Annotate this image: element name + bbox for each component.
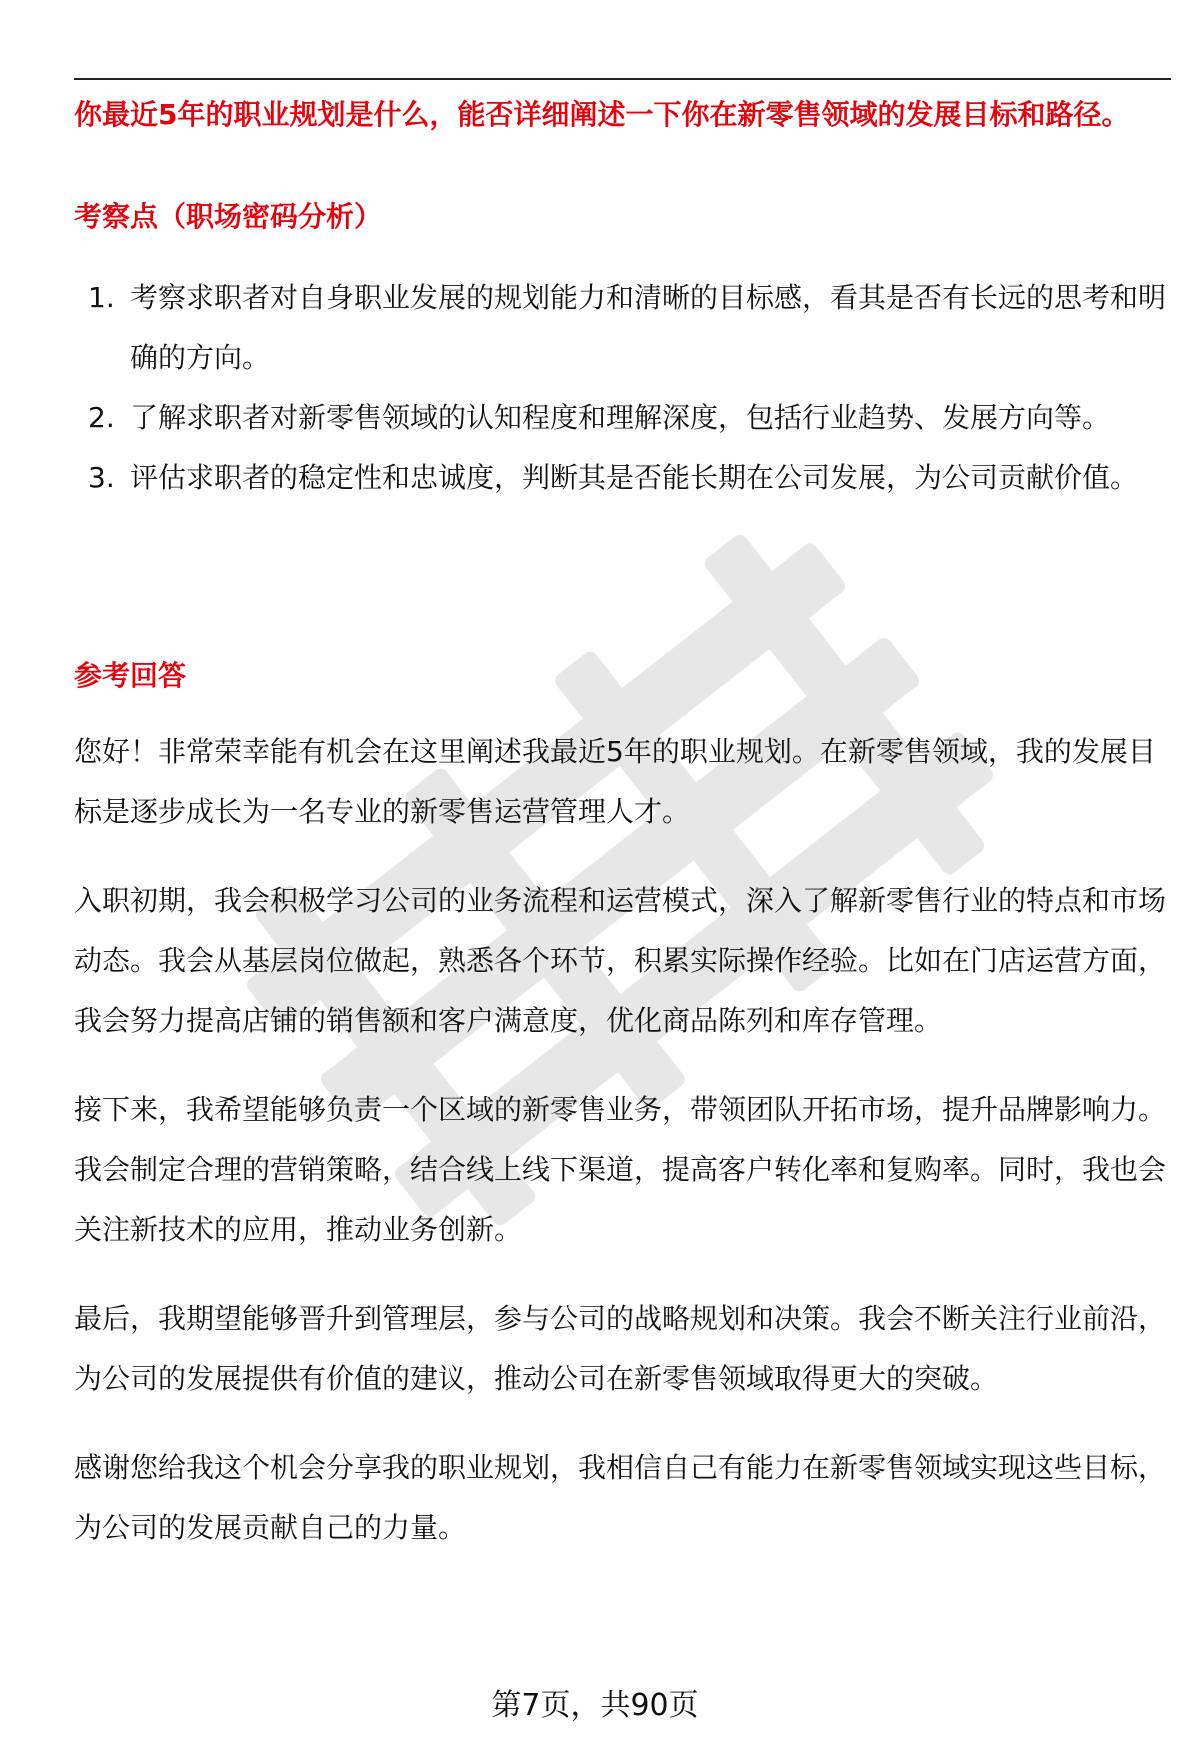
top-divider (74, 78, 1171, 80)
list-item-text: 考察求职者对自身职业发展的规划能力和清晰的目标感，看其是否有长远的思考和明确的方向。 (130, 281, 1167, 374)
answer-paragraph: 感谢您给我这个机会分享我的职业规划，我相信自己有能力在新零售领域实现这些目标，为公司的发展贡献自己的力量。 (74, 1451, 1167, 1544)
list-item-number: 1. (88, 281, 115, 314)
answer-paragraph: 接下来，我希望能够负责一个区域的新零售业务，带领团队开拓市场，提升品牌影响力。我会制定合理的营销策略，结合线上线下渠道，提高客户转化率和复购率。同时，我也会关注新技术的应用，推动业务创新。 (74, 1093, 1167, 1246)
answer-paragraph: 最后，我期望能够晋升到管理层，参与公司的战略规划和决策。我会不断关注行业前沿，为公司的发展提供有价值的建议，推动公司在新零售领域取得更大的突破。 (74, 1302, 1167, 1395)
list-item (74, 448, 1171, 508)
question-heading: 你最近5年的职业规划是什么，能否详细阐述一下你在新零售领域的发展目标和路径。 (74, 98, 1130, 131)
list-item-text: 了解求职者对新零售领域的认知程度和理解深度，包括行业趋势、发展方向等。 (130, 401, 1111, 434)
points-list (74, 268, 1171, 508)
answer-section-title: 参考回答 (74, 659, 187, 692)
answer-paragraph: 入职初期，我会积极学习公司的业务流程和运营模式，深入了解新零售行业的特点和市场动态。我会从基层岗位做起，熟悉各个环节，积累实际操作经验。比如在门店运营方面，我会努力提高店铺的销售额和客户满意度，优化商品陈列和库存管理。 (74, 884, 1167, 1037)
points-section-title: 考察点（职场密码分析） (74, 200, 383, 233)
page-number: 第7页，共90页 (491, 1688, 699, 1723)
list-item (74, 268, 1171, 388)
list-item-text: 评估求职者的稳定性和忠诚度，判断其是否能长期在公司发展，为公司贡献价值。 (130, 461, 1139, 494)
list-item (74, 388, 1171, 448)
list-item-number: 2. (88, 401, 115, 434)
answer-body (74, 722, 1171, 1587)
list-item-number: 3. (88, 461, 115, 494)
answer-paragraph: 您好！非常荣幸能有机会在这里阐述我最近5年的职业规划。在新零售领域，我的发展目标是逐步成长为一名专业的新零售运营管理人才。 (74, 735, 1156, 828)
